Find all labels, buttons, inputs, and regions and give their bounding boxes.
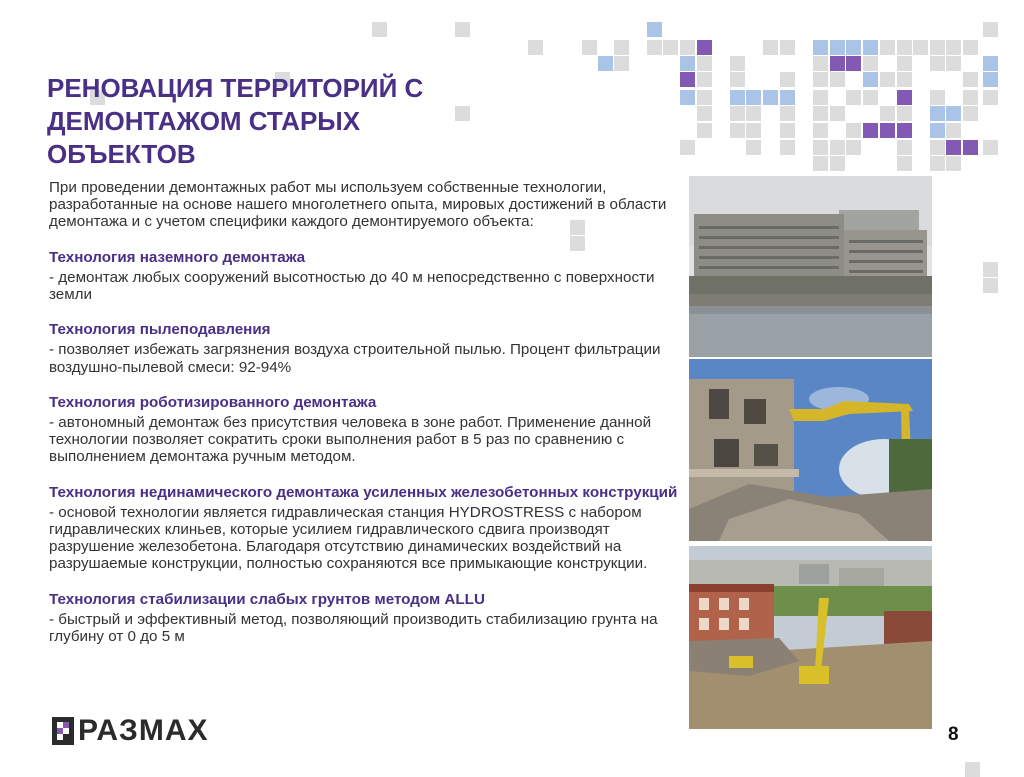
mosaic-square bbox=[455, 22, 470, 37]
mosaic-square bbox=[880, 40, 895, 55]
mosaic-square bbox=[730, 106, 745, 121]
main-content bbox=[49, 179, 681, 663]
intro-paragraph: При проведении демонтажных работ мы используем собственные технологии, разработанные на основе нашего многолетнего опыта, мировых достижений в области демонтажа и с учетом специфики каждого демонтируемого объекта: bbox=[49, 179, 667, 231]
mosaic-square bbox=[880, 123, 895, 138]
mosaic-square bbox=[983, 140, 998, 155]
mosaic-square bbox=[813, 156, 828, 171]
mosaic-square bbox=[983, 278, 998, 293]
mosaic-square bbox=[965, 762, 980, 777]
mosaic-square bbox=[983, 72, 998, 87]
mosaic-square bbox=[897, 40, 912, 55]
mosaic-square bbox=[863, 90, 878, 105]
mosaic-square bbox=[813, 72, 828, 87]
excavator-site-photo bbox=[689, 546, 932, 729]
building-photo bbox=[689, 176, 932, 357]
razmakh-logo-mark-icon bbox=[52, 717, 74, 745]
mosaic-square bbox=[813, 123, 828, 138]
mosaic-square bbox=[372, 22, 387, 37]
logo-text: РАЗМАХ bbox=[78, 714, 209, 747]
mosaic-square bbox=[647, 40, 662, 55]
mosaic-square bbox=[846, 140, 861, 155]
mosaic-square bbox=[830, 72, 845, 87]
section-robotic-demolition bbox=[49, 394, 681, 466]
mosaic-square bbox=[880, 72, 895, 87]
company-logo bbox=[52, 716, 209, 746]
section-soil-stabilization bbox=[49, 591, 681, 646]
mosaic-square bbox=[830, 40, 845, 55]
mosaic-square bbox=[930, 140, 945, 155]
section-heading: Технология стабилизации слабых грунтов методом ALLU bbox=[49, 590, 485, 608]
demolition-photo bbox=[689, 359, 932, 541]
mosaic-square bbox=[983, 90, 998, 105]
mosaic-square bbox=[813, 106, 828, 121]
mosaic-square bbox=[763, 90, 778, 105]
mosaic-square bbox=[846, 90, 861, 105]
mosaic-square bbox=[730, 123, 745, 138]
mosaic-square bbox=[863, 40, 878, 55]
mosaic-square bbox=[746, 140, 761, 155]
mosaic-square bbox=[663, 40, 678, 55]
mosaic-square bbox=[680, 72, 695, 87]
mosaic-square bbox=[897, 106, 912, 121]
mosaic-square bbox=[528, 40, 543, 55]
mosaic-square bbox=[897, 140, 912, 155]
mosaic-square bbox=[897, 156, 912, 171]
mosaic-square bbox=[697, 90, 712, 105]
mosaic-square bbox=[680, 90, 695, 105]
section-text: - демонтаж любых сооружений высотностью до 40 м непосредственно с поверхности земли bbox=[49, 268, 655, 304]
mosaic-square bbox=[813, 90, 828, 105]
mosaic-square bbox=[582, 40, 597, 55]
mosaic-square bbox=[930, 56, 945, 71]
mosaic-square bbox=[830, 106, 845, 121]
section-dust-suppression bbox=[49, 321, 681, 376]
mosaic-square bbox=[830, 140, 845, 155]
section-heading: Технология пылеподавления bbox=[49, 321, 271, 339]
mosaic-square bbox=[930, 90, 945, 105]
mosaic-square bbox=[813, 140, 828, 155]
mosaic-square bbox=[813, 40, 828, 55]
mosaic-square bbox=[897, 56, 912, 71]
section-nondynamic-demolition bbox=[49, 484, 681, 573]
mosaic-square bbox=[963, 140, 978, 155]
mosaic-square bbox=[846, 56, 861, 71]
mosaic-square bbox=[863, 72, 878, 87]
mosaic-square bbox=[697, 106, 712, 121]
mosaic-square bbox=[680, 140, 695, 155]
mosaic-square bbox=[730, 72, 745, 87]
mosaic-square bbox=[680, 40, 695, 55]
mosaic-square bbox=[897, 90, 912, 105]
mosaic-square bbox=[647, 22, 662, 37]
mosaic-square bbox=[680, 56, 695, 71]
mosaic-square bbox=[863, 56, 878, 71]
mosaic-square bbox=[730, 90, 745, 105]
mosaic-square bbox=[746, 90, 761, 105]
mosaic-square bbox=[897, 123, 912, 138]
mosaic-square bbox=[946, 40, 961, 55]
mosaic-square bbox=[897, 72, 912, 87]
mosaic-square bbox=[697, 56, 712, 71]
mosaic-square bbox=[930, 106, 945, 121]
mosaic-square bbox=[813, 56, 828, 71]
mosaic-square bbox=[697, 40, 712, 55]
mosaic-square bbox=[846, 123, 861, 138]
page-number: 8 bbox=[948, 724, 959, 745]
mosaic-square bbox=[863, 123, 878, 138]
mosaic-square bbox=[598, 56, 613, 71]
section-text: - основой технологии является гидравлическая станция HYDROSTRESS с набором гидравлических клиньев, которые усилием гидравлического сдвига производят разрушение железобетона. Благодаря отсутствию динамических воздействий на разрушаемые конструкции, полностью сохраняются все примыкающие конструкции. bbox=[49, 503, 648, 573]
section-text: - автономный демонтаж без присутствия человека в зоне работ. Применение данной технологии позволяет сократить сроки выполнения работ в 5 раз по сравнению с выполнением демонтажа ручным методом. bbox=[49, 414, 652, 466]
mosaic-square bbox=[946, 123, 961, 138]
mosaic-square bbox=[780, 140, 795, 155]
mosaic-square bbox=[930, 40, 945, 55]
mosaic-square bbox=[780, 72, 795, 87]
mosaic-square bbox=[946, 140, 961, 155]
mosaic-square bbox=[983, 22, 998, 37]
section-text: - позволяет избежать загрязнения воздуха строительной пылью. Процент фильтрации воздушно-пылевой смеси: 92-94% bbox=[49, 341, 661, 376]
mosaic-square bbox=[913, 40, 928, 55]
mosaic-square bbox=[946, 106, 961, 121]
mosaic-square bbox=[763, 40, 778, 55]
section-heading: Технология наземного демонтажа bbox=[49, 248, 306, 266]
mosaic-square bbox=[963, 40, 978, 55]
mosaic-square bbox=[830, 56, 845, 71]
mosaic-square bbox=[780, 90, 795, 105]
mosaic-square bbox=[963, 72, 978, 87]
section-ground-demolition bbox=[49, 249, 681, 304]
mosaic-square bbox=[963, 90, 978, 105]
section-heading: Технология нединамического демонтажа усиленных железобетонных конструкций bbox=[49, 483, 678, 501]
mosaic-square bbox=[946, 156, 961, 171]
mosaic-square bbox=[930, 156, 945, 171]
mosaic-square bbox=[780, 123, 795, 138]
section-text: - быстрый и эффективный метод, позволяющий производить стабилизацию грунта на глубину от 0 до 5 м bbox=[49, 610, 658, 646]
mosaic-square bbox=[780, 40, 795, 55]
section-heading: Технология роботизированного демонтажа bbox=[49, 393, 377, 411]
mosaic-square bbox=[746, 106, 761, 121]
mosaic-square bbox=[697, 72, 712, 87]
mosaic-square bbox=[846, 40, 861, 55]
mosaic-square bbox=[963, 106, 978, 121]
mosaic-square bbox=[930, 123, 945, 138]
mosaic-square bbox=[983, 262, 998, 277]
mosaic-square bbox=[614, 40, 629, 55]
mosaic-square bbox=[746, 123, 761, 138]
mosaic-square bbox=[946, 56, 961, 71]
mosaic-square bbox=[780, 106, 795, 121]
mosaic-square bbox=[880, 106, 895, 121]
mosaic-square bbox=[830, 156, 845, 171]
mosaic-square bbox=[730, 56, 745, 71]
mosaic-square bbox=[983, 56, 998, 71]
mosaic-square bbox=[614, 56, 629, 71]
mosaic-square bbox=[697, 123, 712, 138]
page-title: РЕНОВАЦИЯ ТЕРРИТОРИЙ С ДЕМОНТАЖОМ СТАРЫХ ОБЪЕКТОВ bbox=[47, 73, 424, 169]
